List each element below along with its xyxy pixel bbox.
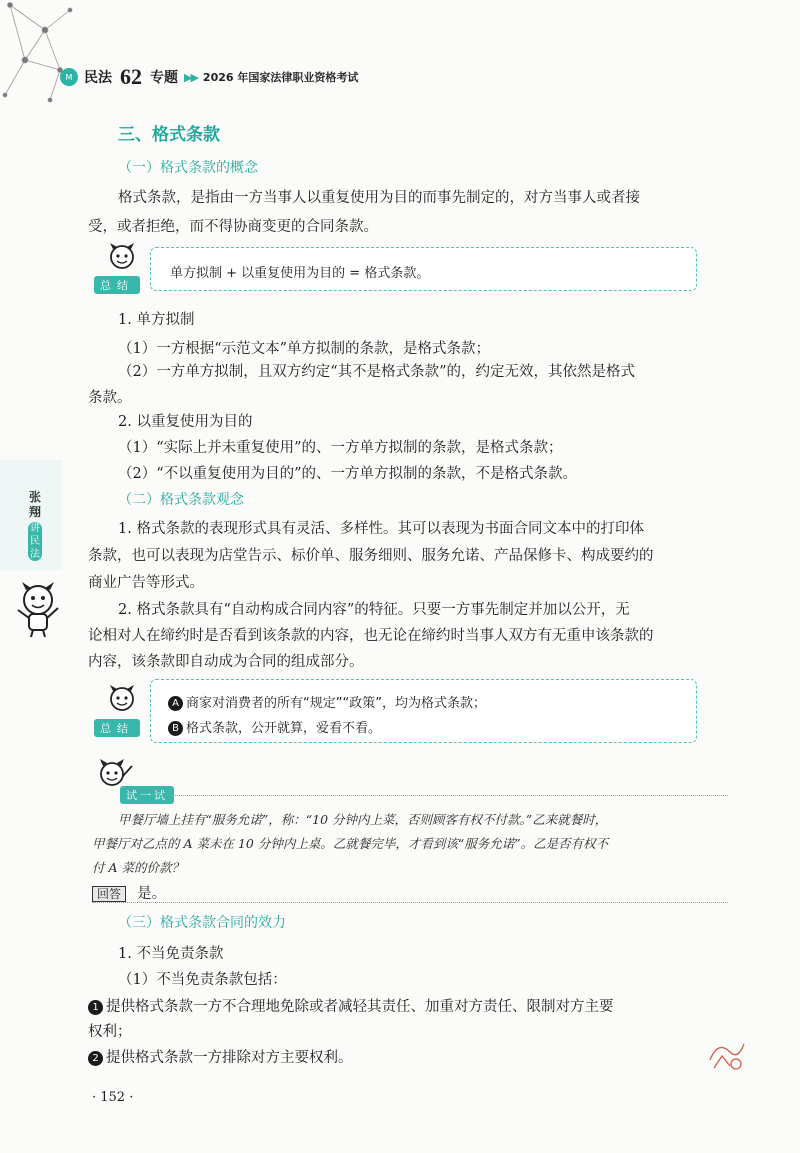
subsection-title-1: （一）格式条款的概念 bbox=[118, 160, 258, 176]
summary-tag-1: 总结 bbox=[94, 276, 140, 294]
effect-mark-1-line-1 bbox=[88, 995, 614, 1016]
notion-2-line-2: 论相对人在缔约时是否看到该条款的内容，也无论在缔约时当事人双方有无重申该条款的 bbox=[88, 628, 654, 644]
header-title-part2: 专题 bbox=[150, 70, 178, 86]
summary-item-a bbox=[168, 692, 486, 711]
side-label-sub: 讲民法 bbox=[30, 523, 40, 560]
trial-line-1: 甲餐厅墙上挂有“服务允诺”，称：“10 分钟内上菜，否则顾客有权不付款。”乙来就餐时， bbox=[118, 812, 608, 827]
effect-mark-2-text: 提供格式条款一方排除对方主要权利。 bbox=[106, 1050, 353, 1066]
running-header bbox=[60, 64, 358, 90]
network-decoration-icon bbox=[0, 0, 90, 110]
notion-1-line-3: 商业广告等形式。 bbox=[88, 575, 204, 591]
summary-tag-2: 总结 bbox=[94, 719, 140, 737]
notion-1-line-1: 1. 格式条款的表现形式具有灵活、多样性。其可以表现为书面合同文本中的打印体 bbox=[118, 521, 644, 537]
double-arrow-icon: ▶▶ bbox=[184, 70, 197, 84]
summary-item-b-text: 格式条款，公开就算，爱看不看。 bbox=[186, 721, 382, 736]
subsection-title-3: （三）格式条款合同的效力 bbox=[118, 915, 286, 931]
section-title: 三、格式条款 bbox=[118, 125, 220, 145]
answer-row bbox=[92, 882, 166, 903]
definition-line-1: 格式条款，是指由一方当事人以重复使用为目的而事先制定的，对方当事人或者接 bbox=[118, 190, 640, 206]
marker-a-icon: A bbox=[168, 696, 183, 711]
point-1-title: 1. 单方拟制 bbox=[118, 312, 195, 328]
seal-stamp-icon bbox=[700, 1030, 750, 1075]
trial-rule bbox=[150, 795, 728, 796]
answer-tag: 回答 bbox=[92, 886, 126, 902]
effect-point-1-item-1: （1）不当免责条款包括： bbox=[118, 972, 287, 988]
answer-rule bbox=[92, 902, 728, 903]
summary-item-b bbox=[168, 717, 381, 736]
point-1-item-1: （1）一方根据“示范文本”单方拟制的条款，是格式条款； bbox=[118, 341, 491, 357]
definition-line-2: 受，或者拒绝，而不得协商变更的合同条款。 bbox=[88, 219, 378, 235]
effect-point-1: 1. 不当免责条款 bbox=[118, 946, 224, 962]
point-1-item-2-line-1: （2）一方单方拟制，且双方约定“其不是格式条款”的，约定无效，其依然是格式 bbox=[118, 364, 636, 380]
notion-2-line-1: 2. 格式条款具有“自动构成合同内容”的特征。只要一方事先制定并加以公开，无 bbox=[118, 602, 630, 618]
point-2-item-2: （2）“不以重复使用为目的”的、一方单方拟制的条款，不是格式条款。 bbox=[118, 466, 578, 482]
summary-item-a-text: 商家对消费者的所有“规定”“政策”，均为格式条款； bbox=[186, 696, 486, 711]
answer-text: 是。 bbox=[137, 886, 167, 902]
point-1-item-2-line-2: 条款。 bbox=[88, 390, 132, 406]
notion-2-line-3: 内容，该条款即自动成为合同的组成部分。 bbox=[88, 654, 364, 670]
summary-mascot-icon bbox=[102, 243, 142, 277]
point-2-item-1: （1）“实际上并未重复使用”的、一方单方拟制的条款，是格式条款； bbox=[118, 440, 563, 456]
page-number: · 152 · bbox=[92, 1090, 134, 1105]
side-label-name: 张翔 bbox=[28, 490, 41, 519]
header-subtitle: 2026 年国家法律职业资格考试 bbox=[202, 71, 359, 84]
mascot-icon bbox=[12, 580, 64, 638]
trial-tag: 试一试 bbox=[120, 786, 174, 804]
trial-line-2: 甲餐厅对乙点的 A 菜未在 10 分钟内上桌。乙就餐完毕，才看到该“服务允诺”。乙是否有权不 bbox=[92, 836, 609, 851]
number-2-icon: 2 bbox=[88, 1051, 103, 1066]
effect-mark-1-line-2: 权利； bbox=[88, 1024, 132, 1040]
number-1-icon: 1 bbox=[88, 1000, 103, 1015]
subsection-title-2: （二）格式条款观念 bbox=[118, 492, 244, 508]
header-title-number: 62 bbox=[120, 64, 142, 89]
summary-mascot-icon-2 bbox=[102, 685, 142, 719]
header-title-part1: 民法 bbox=[84, 70, 112, 86]
brand-badge-icon: M bbox=[60, 68, 78, 86]
marker-b-icon: B bbox=[168, 721, 183, 736]
notion-1-line-2: 条款，也可以表现为店堂告示、标价单、服务细则、服务允诺、产品保修卡、构成要约的 bbox=[88, 548, 654, 564]
effect-mark-2-line-1 bbox=[88, 1046, 353, 1067]
point-2-title: 2. 以重复使用为目的 bbox=[118, 414, 253, 430]
effect-mark-1-text: 提供格式条款一方不合理地免除或者减轻其责任、加重对方责任、限制对方主要 bbox=[106, 999, 614, 1015]
summary-text-1: 单方拟制 + 以重复使用为目的 = 格式条款。 bbox=[170, 266, 430, 281]
trial-line-3: 付 A 菜的价款？ bbox=[92, 860, 184, 875]
